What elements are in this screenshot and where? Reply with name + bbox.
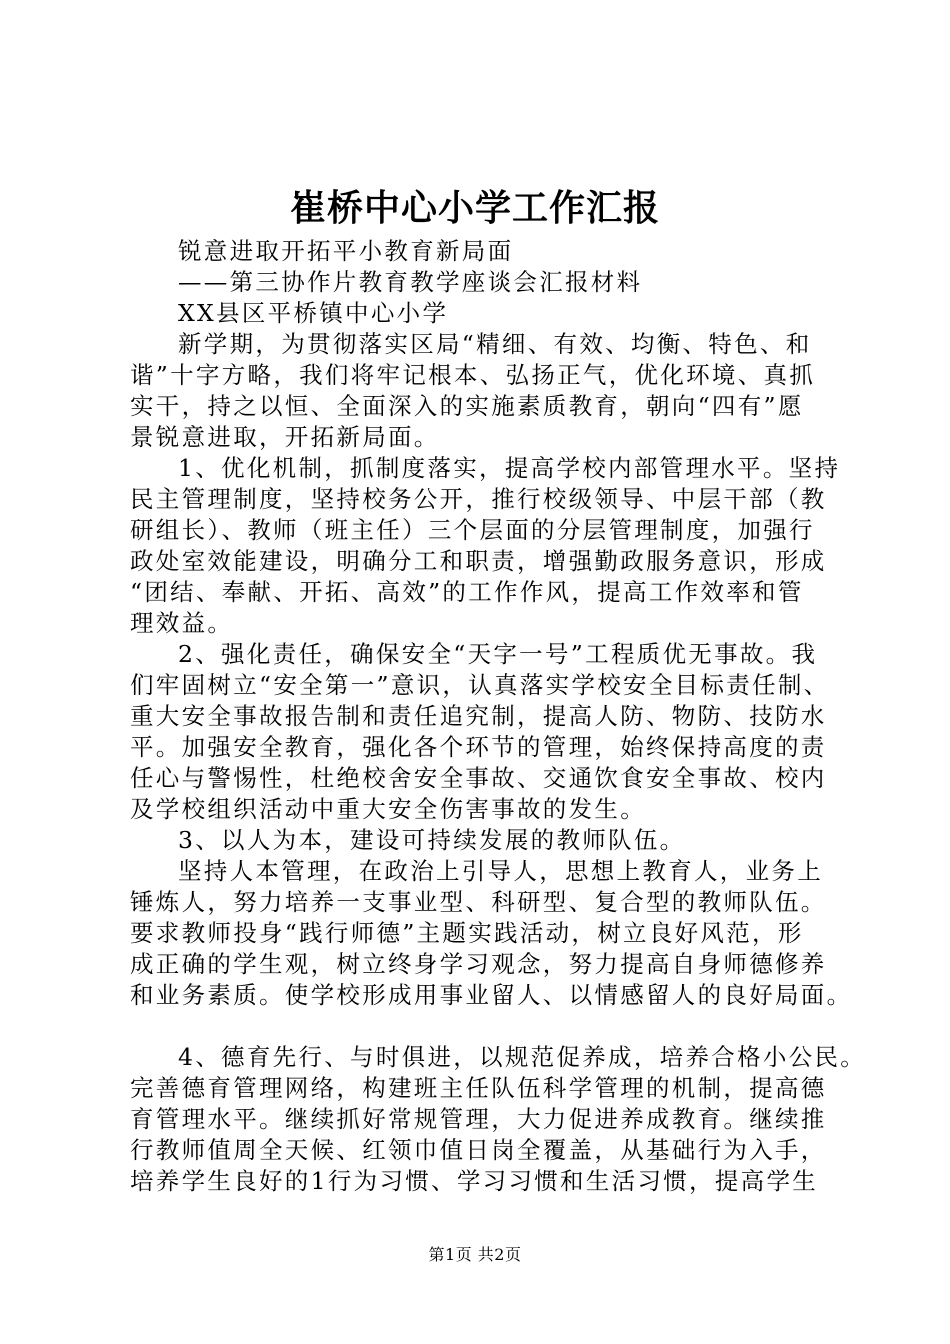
document-title: 崔桥中心小学工作汇报 [289,187,660,229]
school-name-line: XX县区平桥镇中心小学 [178,299,449,327]
paragraph-line: 平。加强安全教育，强化各个环节的管理，始终保持高度的责 [130,733,827,761]
paragraph-line: 理效益。 [130,609,234,637]
paragraph-line: 完善德育管理网络，构建班主任队伍科学管理的机制，提高德 [130,1074,827,1102]
paragraph-line: 成正确的学生观，树立终身学习观念，努力提高自身师德修养 [130,950,827,978]
paragraph-line: 实干，持之以恒、全面深入的实施素质教育，朝向“四有”愿 [130,392,804,420]
paragraph-line: 要求教师投身“践行师德”主题实践活动，树立良好风范，形 [130,919,804,947]
paragraph-line: 民主管理制度，坚持校务公开，推行校级领导、中层干部（教 [130,485,827,513]
paragraph-line: 坚持人本管理，在政治上引导人，思想上教育人，业务上 [178,857,823,885]
page-number-footer: 第1页 共2页 [428,1245,522,1264]
paragraph-line: 重大安全事故报告制和责任追究制，提高人防、物防、技防水 [130,702,827,730]
paragraph-line: 研组长）、教师（班主任）三个层面的分层管理制度，加强行 [130,516,815,544]
paragraph-line: 任心与警惕性，杜绝校舍安全事故、交通饮食安全事故、校内 [130,764,827,792]
paragraph-line: 4、德育先行、与时俱进，以规范促养成，培养合格小公民。 [178,1043,867,1071]
subtitle-line: ——第三协作片教育教学座谈会汇报材料 [178,268,643,296]
paragraph-line: 及学校组织活动中重大安全伤害事故的发生。 [130,795,646,823]
paragraph-line: 2、强化责任，确保安全“天字一号”工程质优无事故。我 [178,640,818,668]
paragraph-line: 锤炼人，努力培养一支事业型、科研型、复合型的教师队伍。 [130,888,827,916]
paragraph-line: 和业务素质。使学校形成用事业留人、以情感留人的良好局面。 [130,981,853,1009]
paragraph-line: 1、优化机制，抓制度落实，提高学校内部管理水平。坚持 [178,454,841,482]
paragraph-line: “团结、奉献、开拓、高效”的工作作风，提高工作效率和管 [130,578,804,606]
subtitle-line: 锐意进取开拓平小教育新局面 [178,237,514,265]
paragraph-line: 新学期，为贯彻落实区局“精细、有效、均衡、特色、和 [178,330,812,358]
paragraph-line: 行教师值周全天候、红领巾值日岗全覆盖，从基础行为入手， [130,1136,827,1164]
document-body [130,236,867,1197]
paragraph-line: 政处室效能建设，明确分工和职责，增强勤政服务意识，形成 [130,547,827,575]
paragraph-line: 谐”十字方略，我们将牢记根本、弘扬正气，优化环境、真抓 [130,361,816,389]
paragraph-line: 育管理水平。继续抓好常规管理，大力促进养成教育。继续推 [130,1105,827,1133]
paragraph-line: 3、以人为本，建设可持续发展的教师队伍。 [178,826,686,854]
paragraph-line: 景锐意进取，开拓新局面。 [130,423,440,451]
paragraph-line: 们牢固树立“安全第一”意识，认真落实学校安全目标责任制、 [130,671,830,699]
paragraph-line: 培养学生良好的1行为习惯、学习习惯和生活习惯，提高学生 [130,1167,819,1195]
blank-line [130,1011,848,1042]
